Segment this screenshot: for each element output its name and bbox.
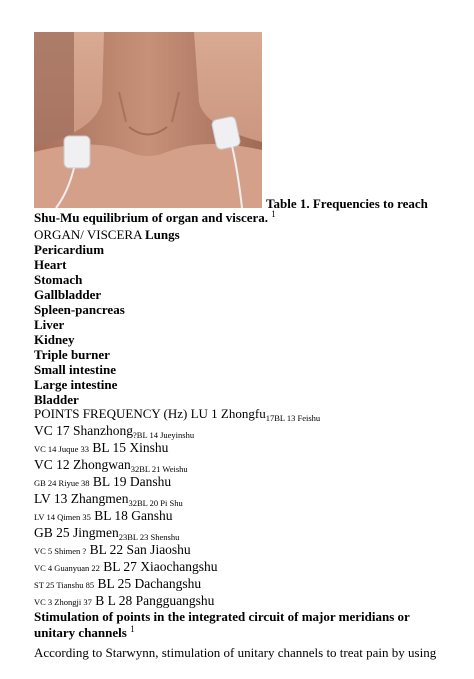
table-caption-part1: Table 1. Frequencies to reach xyxy=(266,196,428,211)
point-line: VC 4 Guanyuan 22 BL 27 Xiaochangshu xyxy=(34,559,218,574)
point-line: VC 12 Zhongwan$_{32BL 21 Weishu}$ xyxy=(34,457,188,474)
point-line: VC 3 Zhongji 37 B L 28 Pangguangshu xyxy=(34,593,215,608)
caption-text: Shu-Mu equilibrium of organ and viscera. xyxy=(34,210,269,225)
section-heading-line2: unitary channels $^1$ xyxy=(34,624,135,640)
organ-item: Spleen-pancreas xyxy=(34,302,125,317)
section-ref: 1 xyxy=(130,624,135,634)
point-line: ST 25 Tianshu 85 BL 25 Dachangshu xyxy=(34,576,202,591)
neck-shoulders-image xyxy=(34,32,262,208)
organ-item: Liver xyxy=(34,317,65,332)
points-header-sub: 17BL 13 Feishu xyxy=(265,413,321,423)
points-header-text: POINTS FREQUENCY (Hz) LU 1 Zhongfu xyxy=(34,406,266,421)
table-caption-line2 xyxy=(34,210,276,227)
organ-item: Bladder xyxy=(34,392,79,407)
organ-item: Pericardium xyxy=(34,242,105,257)
points-header xyxy=(34,406,320,423)
organ-item: Lungs xyxy=(145,227,180,242)
point-line: GB 24 Riyue 38 BL 19 Danshu xyxy=(34,474,172,489)
body-paragraph: According to Starwynn, stimulation of unitary channels to treat pain by using xyxy=(34,645,437,660)
section-heading-line1: Stimulation of points in the integrated circuit of major meridians or xyxy=(34,609,410,624)
organ-column-header: ORGAN/ VISCERA xyxy=(34,227,142,242)
organ-item: Stomach xyxy=(34,272,83,287)
point-line: LV 14 Qimen 35 BL 18 Ganshu xyxy=(34,508,173,523)
organ-item: Kidney xyxy=(34,332,75,347)
organ-item: Heart xyxy=(34,257,67,272)
organ-item: Large intestine xyxy=(34,377,118,392)
point-line: LV 13 Zhangmen$_{32BL 20 Pi Shu}$ xyxy=(34,491,183,508)
organ-item: Small intestine xyxy=(34,362,116,377)
caption-ref: 1 xyxy=(271,209,276,219)
organ-item: Triple burner xyxy=(34,347,110,362)
organ-header-row xyxy=(34,227,180,242)
point-line: VC 14 Juque 33 BL 15 Xinshu xyxy=(34,440,169,455)
point-line: GB 25 Jingmen$_{23BL 23 Shenshu}$ xyxy=(34,525,180,542)
point-line: VC 5 Shimen ? BL 22 San Jiaoshu xyxy=(34,542,191,557)
point-line: VC 17 Shanzhong$_{?BL 14 Jueyinshu}$ xyxy=(34,423,195,440)
electrode-photo xyxy=(34,32,262,208)
organ-item: Gallbladder xyxy=(34,287,102,302)
